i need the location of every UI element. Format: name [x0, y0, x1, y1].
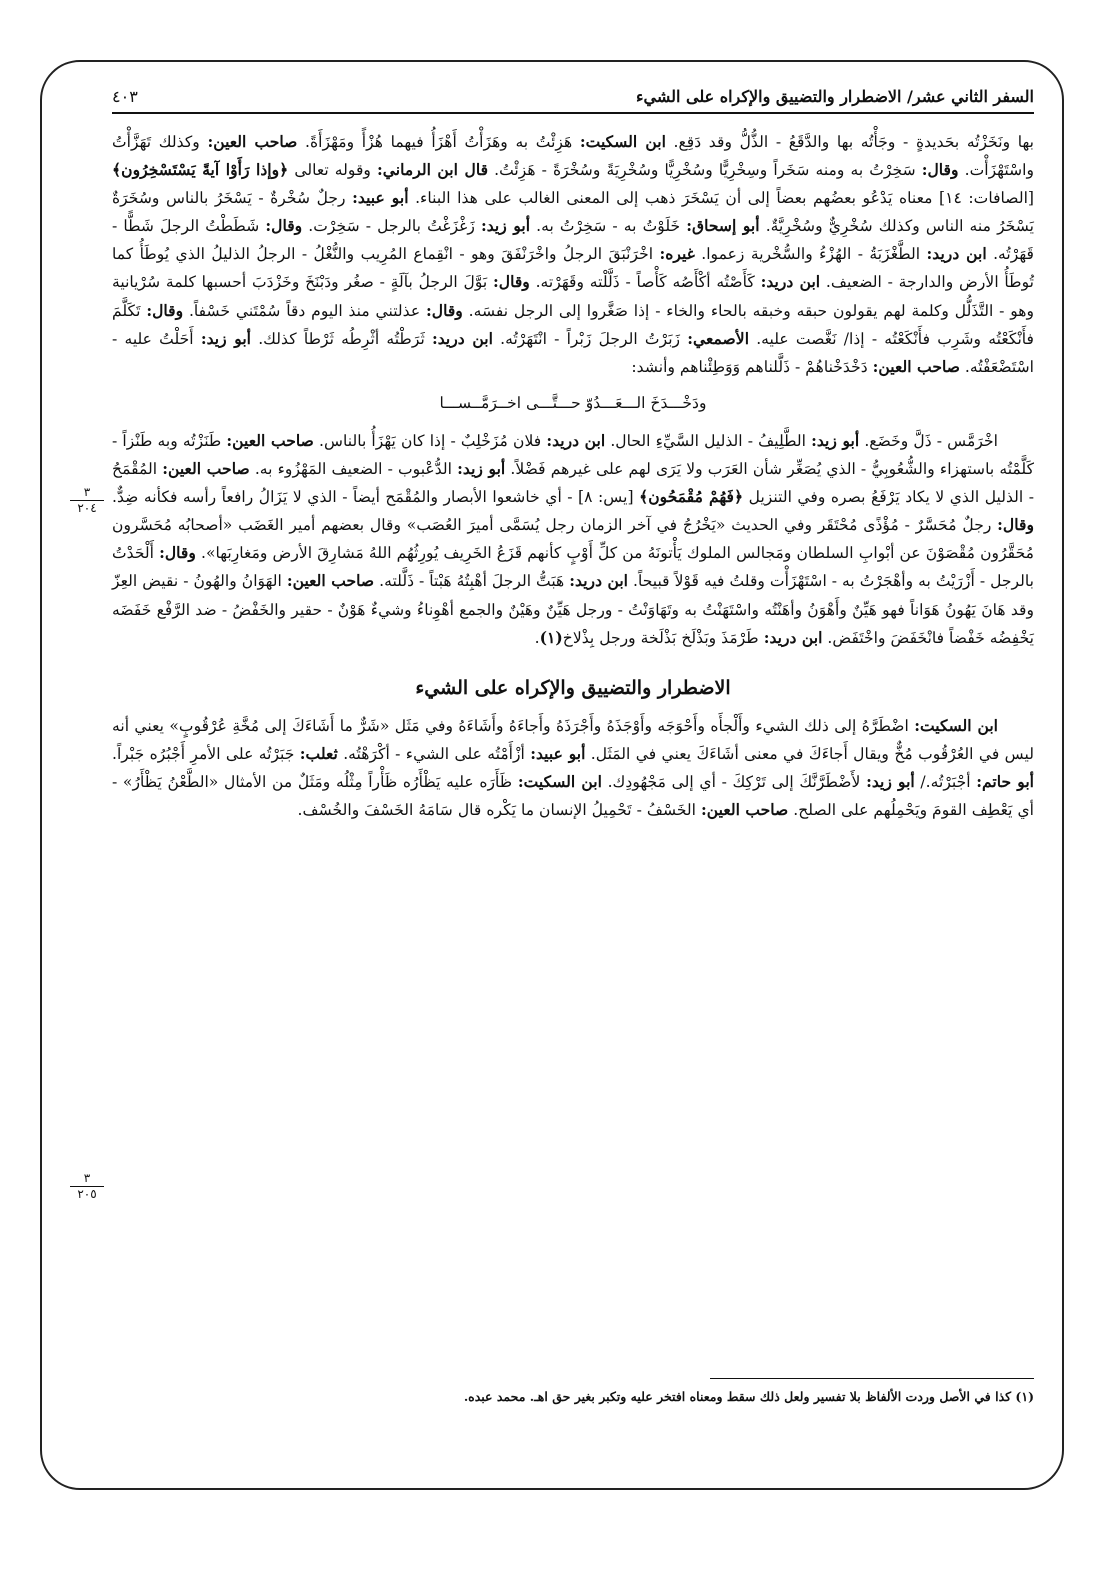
text-run: رجلٌ مُحَسَّرٌ - مُؤْذًى مُحْتَقَر وفي الحديث «يَخْرُجُ في آخر الزمان رجل يُسَمَّى أميرَ العُصَب» وقال بعضهم أمير الغَضَب «أصحابُه مُحَسَّرون مُحَقَّرُون مُقْصَوْنَ عن أبْوابِ السلطان ومَجالس الملوك يَأْتونَهُ من كلِّ أَوْبٍ كأنهم قَزَعُ الخَرِيف يُورِثُهُم اللهُ مَشارِقَ الأرض ومَغارِبَها». — [112, 516, 1034, 563]
text-run: الخَسْفُ - تَحْمِيلُ الإنسان ما يَكْره قال سَامَهُ الخَسْفَ والخُسْف. — [297, 801, 701, 820]
speaker-label: ابن السكيت: — [579, 132, 666, 151]
margin-note-page: ٢٠٤ — [77, 501, 97, 515]
text-run: فلان مُزَخْلِبٌ - إذا كان يَهْزَأُ بالناس. — [313, 431, 547, 450]
speaker-label: ﴿فَهُمْ مُقْمَحُون﴾ — [639, 487, 744, 507]
text-run: [يس: ٨] - أي خاشعوا الأبصار والمُقْمَح أيضاً - الذي لا يَزَالُ رافعاً رأسه فكأنه ضِدٌّ. — [112, 488, 640, 507]
page-number: ٤٠٣ — [112, 87, 138, 106]
paragraph — [112, 427, 1034, 652]
text-run: دَخْدَخْناهُمْ - ذَلَّلناهم وَوَطِئْناهم وأنشد: — [631, 357, 873, 376]
page-body — [112, 128, 1034, 824]
text-run: سَخِرْتُ به ومنه سَخَراً وسِخْرِيًّا وسُخْرِيًّا وسُخْرِيَةً وسُخْرَةً - هَزِئْتُ. — [488, 161, 922, 180]
text-run: المُقْمَحُ - الذليل الذي لا يكاد يَرْفَعُ بصره وفي التنزيل — [112, 460, 1034, 507]
section-title: الاضطرار والتضييق والإكراه على الشيء — [415, 676, 731, 699]
speaker-label: وقال: — [921, 160, 959, 180]
speaker-label: أبو إسحاق: — [686, 216, 760, 236]
text-run: تَكَلَّمَ فأَنْكَعْتُه وشَرِب فأَنْكَعْتُه - إذا/ نَغَّصت عليه. — [112, 301, 1035, 348]
speaker-label: ابن دريد: — [926, 244, 987, 264]
margin-note-volume: ٣ — [70, 1172, 104, 1187]
speaker-label: الأصمعي: — [687, 328, 750, 348]
speaker-label: وقال: — [146, 300, 184, 320]
margin-note-2 — [70, 1172, 104, 1201]
text-run: بها ونَخَزْتُه بحَديدةٍ - وجَأْتُه بها والدَّقَعُ - الذُّلُّ وقد دَقِع. — [665, 133, 1035, 151]
footnote: (١) كذا في الأصل وردت الألفاظ بلا تفسير ولعل ذلك سقط ومعناه افتخر عليه وتكبر بغير حق اهـ. محمد عبده. — [463, 1389, 1034, 1404]
poetry-verse: ودَخْـــدَخَ الـــعَـــدُوّ حـــتَّـــى اخــرَمَّــســـا — [439, 393, 707, 412]
text-run: الطَّلِيفُ - الذليل السَّيِّءِ الحال. — [605, 431, 812, 450]
text-run: اخْرَمَّس - ذَلَّ وخَضَع. — [859, 431, 998, 450]
speaker-label: وقال: — [997, 515, 1034, 535]
text-run: خَلَوْتُ به - سَخِرْتُ به. — [530, 217, 687, 236]
text-run: بَوَّلَ الرجلُ بآلَةٍ - صغُر ودَبْنَخَ وخَزْدَبَ أحسبها كلمة سُرْيانية وهو - التَّذَلُّل وكلمة لهم يقولون حبقه وخبقه بالحاء والخاء - إذا صَغَّروا إلى الرجل نفسَه. — [112, 273, 1035, 320]
text-run: شَطَطْتُ الرجلَ شَطًّا - قَهَرْتُه. — [112, 217, 1034, 264]
text-run: وكذلك تَهَزَّأْتُ واسْتَهْزَأْت. — [112, 133, 1035, 180]
speaker-label: وقال: — [265, 216, 303, 236]
text-run: . — [534, 628, 540, 647]
speaker-label: ابن السكيت: — [914, 715, 998, 735]
text-run: لأَضْطَرَّنَّكَ إلى تَرْكِكَ - أي إلى مَجْهُودِك. — [601, 772, 867, 791]
margin-note-page: ٢٠٥ — [77, 1187, 97, 1201]
speaker-label: أبو زيد: — [200, 328, 252, 348]
text-run: وقوله تعالى — [288, 161, 378, 180]
speaker-label: صاحب العين: — [700, 800, 789, 820]
paragraph — [112, 128, 1034, 381]
text-run: الدُّعْبوب - الضعيف المَهْزُوء به. — [249, 460, 458, 479]
text-run: عذلتني منذ اليوم دقاً سُمْتَني خَسْفاً. — [183, 301, 426, 320]
speaker-label: أبو زيد: — [480, 216, 531, 236]
text-run: هَزِئْتُ به وهَزَأْتُ أَهْزَأُ فيهما هُزْأً ومَهْزَأَةً. — [297, 133, 580, 151]
speaker-label: وقال: — [159, 543, 196, 563]
speaker-label: صاحب العين: — [162, 459, 250, 479]
text-run: [الصافات: ١٤] معناه يَدْعُو بعضُهم بعضاً إلى أن يَسْخَرَ ذهب إلى المعنى الغالب على هذا البناء. — [408, 189, 1034, 208]
speaker-label: ابن دريد: — [763, 627, 823, 647]
text-run: اخْرَنْبَقَ الرجلُ واخْرَنْفَقَ وهو - انْقِماع المُرِيب والنُّغْلُ - الرجلُ الذليلُ الذي يُوطَأُ كما تُوطَأُ الأرض والدارجة - الضعيف. — [112, 245, 1034, 292]
speaker-label: ابن دريد: — [760, 272, 821, 292]
text-run: كَأَصْتُه أكْأَصُه كَأْصاً - ذَلَّلْته وقَهَرْته. — [529, 273, 761, 292]
speaker-label: ابن دريد: — [431, 328, 493, 348]
speaker-label: أبو عبيد: — [352, 188, 409, 208]
speaker-label: ثعلب: — [299, 743, 338, 763]
speaker-label: صاحب العين: — [226, 430, 314, 450]
text-run: طَرْمَذَ وبَذْلَخ بَذْلَخة ورجل بِذْلاخ — [562, 628, 764, 647]
speaker-label: صاحب العين: — [207, 132, 298, 151]
running-header — [112, 76, 1034, 114]
speaker-label: ابن السكيت: — [517, 771, 602, 791]
speaker-label: أبو زيد: — [811, 430, 860, 450]
speaker-label: أبو عبيد: — [530, 743, 586, 763]
text-run: الطَّغْزَبَةُ - الهُزْءُ والسُّخْرية زعموا. — [694, 245, 927, 264]
text-run: هَبَتُّ الرجلَ أهْبِتُهُ هَبْتاً - ذَلَّلته. — [374, 572, 570, 591]
text-run: اضْطَرَّهُ إلى ذلك الشيء وأَلْجأَه وأَحْوَجَه وأَوْجَذَهُ وأَجْرَذَهُ وأَجاءَهُ وأَشَاءَهُ وفي مَثَل «شَرٌّ ما أَشَاءَكَ إلى مُخَّةِ عُرْقُوبٍ» يعني أنه ليس في العُرْقُوب مُخٌّ ويقال أَجاءَكَ في معنى أشَاءَكَ يعني في المَثَل. — [112, 716, 1034, 763]
speaker-label: ﴿وإذا رَأَوْا آيةً يَسْتَسْخِرُون﴾ — [112, 160, 289, 180]
text-run: أَلْحَدْتُ بالرجل - أَزْرَيْتُ به وأهْجَرْتُ به - اسْتَهْزَأْت وقلتُ فيه قَوْلاً قبيحاً. — [112, 544, 1034, 591]
text-run: زَغْزَغْتُ بالرجل - سَخِرْت. — [302, 217, 481, 236]
speaker-label: وقال: — [493, 272, 530, 292]
text-run: أزْأَمْتُه على الشيء - أكْرَهْتُه. — [337, 744, 531, 763]
speaker-label: قال ابن الرماني: — [377, 160, 489, 180]
margin-note-1 — [70, 486, 104, 515]
text-run: زَبَرْتُ الرجلَ زَبْراً - انْتَهَرْتُه. — [492, 329, 688, 348]
speaker-label: أبو زيد: — [457, 459, 506, 479]
text-run: ثَرَطْتُه أثْرِطُه ثَرْطاً كذلك. — [251, 329, 432, 348]
speaker-label: صاحب العين: — [872, 356, 960, 376]
speaker-label: (١) — [539, 627, 563, 647]
speaker-label: ابن دريد: — [546, 430, 606, 450]
margin-note-volume: ٣ — [70, 486, 104, 501]
text-run: الهَوَانُ والهُونُ - نقيض العِزّ وقد هَانَ يَهُونُ هَوَاناً فهو هَيِّنٌ وأَهْوَنُ وأهَنْتُه واسْتَهَنْتُ به وتَهَاوَنْتُ - ورجل هَيِّنٌ وهَيْنٌ والجمع أهْوِناءُ وشيءٌ هَوْنٌ - حقير والخَفْضُ - ضد الرَّفْع خَفَضَه يَخْفِضُه خَفْضاً فانْخَفَضَ واخْتَفَض. — [112, 572, 1034, 647]
text-run: رجلٌ سُخْرةٌ - يَسْخَرُ بالناس وسُخَرَةٌ يَسْخَرُ منه الناس وكذلك سُخْرِيٌّ وسُخْرِيَّةٌ. — [112, 189, 1034, 236]
text-run: ظَأَرَه عليه يَظْأَرُه ظَأْراً مِثْلُه ومَثَلٌ من الأمثال «الطَّعْنُ يَظْأَرُ» - أي يَعْطِف القومَ ويَحْمِلُهم على الصلح. — [112, 772, 1034, 820]
text-run: جَبَرْتُه على الأمرِ أَجْبُرُه جَبْراً. — [112, 744, 300, 763]
speaker-label: أبو زيد: — [866, 771, 915, 791]
speaker-label: وقال: — [426, 300, 463, 320]
running-title: السفر الثاني عشر/ الاضطرار والتضييق والإكراه على الشيء — [635, 87, 1034, 106]
text-run: طَنَزْتُه وبه طَنْزاً - كَلَّمْتُه باستهزاء والشُّعُوبِيُّ - الذي يُصَغِّر شأن العَرَب ولا يَرَى لهم على غيرهم فَضْلاً. — [112, 431, 1034, 479]
text-run: أجْبَرْتُه./ — [914, 772, 977, 791]
text-run: أَحَلْتُ عليه - اسْتَضْعَفْتُه. — [112, 329, 1034, 376]
footnote-rule — [710, 1378, 1034, 1379]
speaker-label: صاحب العين: — [286, 571, 375, 591]
paragraph — [112, 712, 1034, 824]
speaker-label: غيره: — [659, 244, 695, 264]
speaker-label: أبو حاتم: — [976, 771, 1034, 791]
speaker-label: ابن دريد: — [569, 571, 629, 591]
